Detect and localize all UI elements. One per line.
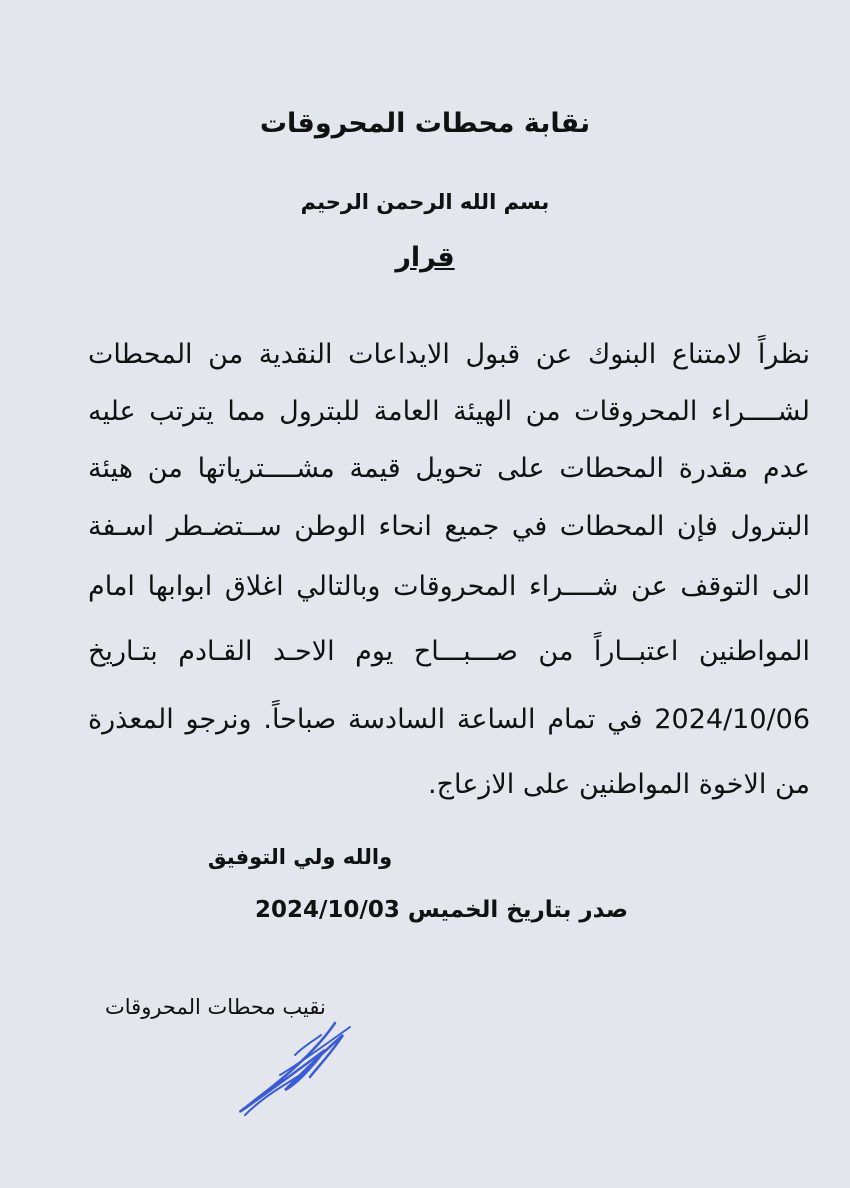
signer-title: نقيب محطات المحروقات <box>105 995 326 1019</box>
issue-date: صدر بتاريخ الخميس 2024/10/03 <box>255 897 629 923</box>
body-line: الى التوقف عن شــــراء المحروقات وبالتالي اغلاق ابوابها امام <box>88 571 810 602</box>
body-line: عدم مقدرة المحطات على تحويل قيمة مشــــترياتها من هيئة <box>88 453 810 484</box>
body-line: من الاخوة المواطنين على الازعاج. <box>428 769 810 800</box>
signature-icon <box>225 1015 365 1125</box>
organization-title: نقابة محطات المحروقات <box>259 108 591 139</box>
body-line: نظراً لامتناع البنوك عن قبول الايداعات النقدية من المحطات <box>88 339 810 370</box>
body-line: البترول فإن المحطات في جميع انحاء الوطن ســتضـطر اسـفة <box>88 511 810 542</box>
body-line: لشــــراء المحروقات من الهيئة العامة للبترول مما يترتب عليه <box>88 396 810 427</box>
body-line: 2024/10/06 في تمام الساعة السادسة صباحاً. ونرجو المعذرة <box>88 704 810 735</box>
basmala: بسم الله الرحمن الرحيم <box>300 190 550 214</box>
decision-heading: قرار <box>395 242 455 273</box>
body-line: المواطنين اعتبــاراً من صـــبـــاح يوم الاحـد القـادم بتـاريخ <box>88 636 810 667</box>
closing-phrase: والله ولي التوفيق <box>207 845 393 869</box>
